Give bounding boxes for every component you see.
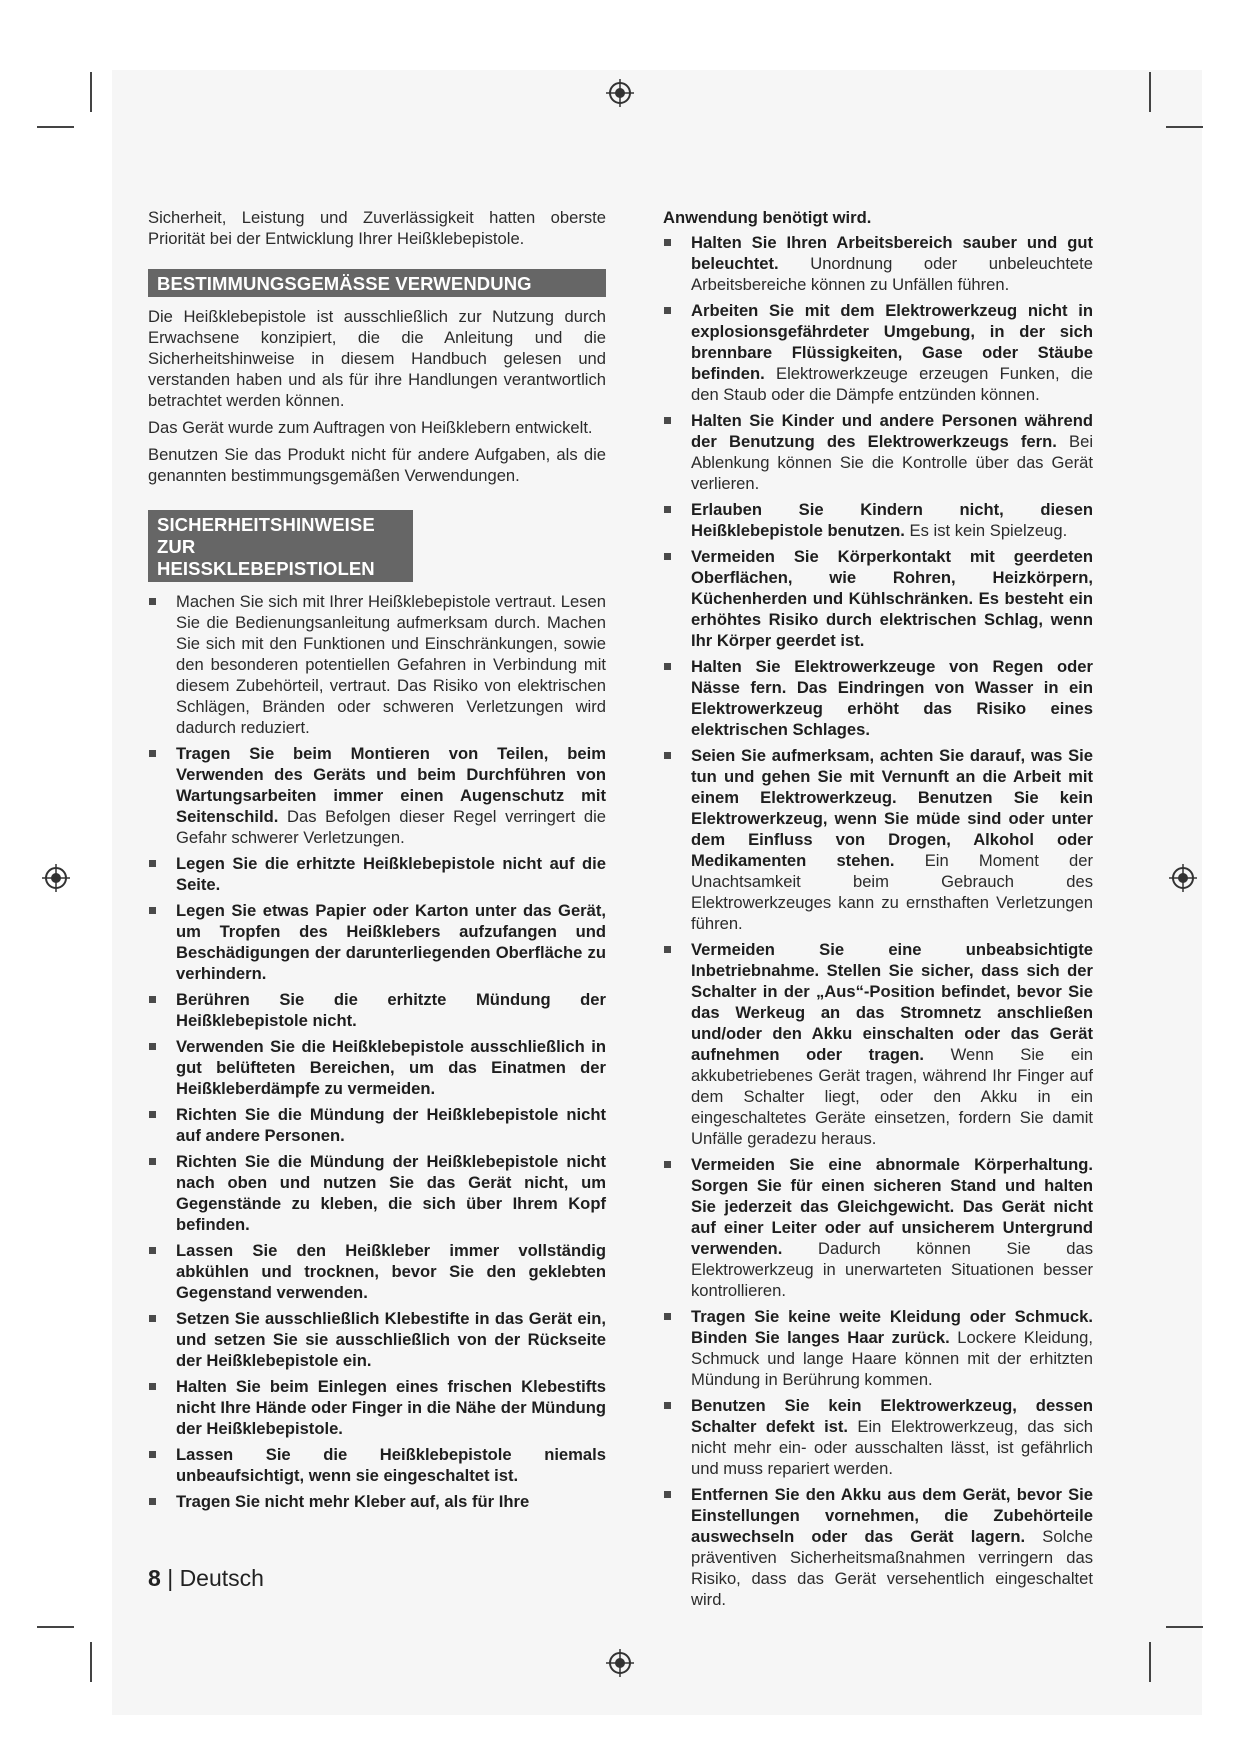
list-item: Halten Sie Kinder und andere Personen während der Benutzung des Elektrowerkzeugs fern. Bei Ablenkung können Sie die Kontrolle über das Gerät verlieren.	[663, 410, 1093, 494]
intended-use-paragraph: Das Gerät wurde zum Auftragen von Heißklebern entwickelt.	[148, 418, 593, 437]
list-item: Lassen Sie die Heißklebepistole niemals unbeaufsichtigt, wenn sie eingeschaltet ist.	[148, 1444, 606, 1486]
list-item: Tragen Sie keine weite Kleidung oder Schmuck. Binden Sie langes Haar zurück. Lockere Kleidung, Schmuck und lange Haare können mit der erhitzten Mündung in Berührung kommen.	[663, 1306, 1093, 1390]
crop-mark-top-left-horizontal	[37, 126, 74, 128]
square-bullet-icon	[664, 1402, 671, 1409]
list-item: Benutzen Sie kein Elektrowerkzeug, dessen Schalter defekt ist. Ein Elektrowerkzeug, das sich nicht mehr ein- oder ausschalten lässt, ist gefährlich und muss repariert werden.	[663, 1395, 1093, 1479]
footer-language: Deutsch	[179, 1565, 264, 1591]
intro-paragraph: Sicherheit, Leistung und Zuverlässigkeit hatten oberste Priorität bei der Entwicklung Ihrer Heißklebepistole.	[148, 208, 606, 248]
crop-mark-bottom-left-horizontal	[37, 1626, 74, 1628]
list-item: Tragen Sie nicht mehr Kleber auf, als für Ihre	[148, 1491, 606, 1512]
list-item: Lassen Sie den Heißkleber immer vollständig abkühlen und trocknen, bevor Sie den geklebten Gegenstand verwenden.	[148, 1240, 606, 1303]
safety-list-right	[663, 232, 1093, 1610]
crop-mark-top-right-vertical	[1149, 72, 1151, 112]
square-bullet-icon	[149, 598, 156, 605]
left-column	[148, 207, 606, 1517]
crop-mark-bottom-right-vertical	[1149, 1642, 1151, 1682]
crop-mark-bottom-right-horizontal	[1166, 1626, 1203, 1628]
square-bullet-icon	[664, 1161, 671, 1168]
crop-mark-top-left-vertical	[90, 72, 92, 112]
square-bullet-icon	[664, 307, 671, 314]
square-bullet-icon	[664, 1313, 671, 1320]
list-item: Machen Sie sich mit Ihrer Heißklebepistole vertraut. Lesen Sie die Bedienungsanleitung aufmerksam durch. Machen Sie sich mit den Funktionen und Einschränkungen, sowie den besonderen potentiellen Gefahren in Verbindung mit diesem Zubehörteil, vertraut. Das Risiko von elektrischen Schlägen, Bränden oder schweren Verletzungen wird dadurch reduziert.	[148, 591, 606, 738]
square-bullet-icon	[149, 750, 156, 757]
list-item: Vermeiden Sie Körperkontakt mit geerdeten Oberflächen, wie Rohren, Heizkörpern, Küchenherden und Kühlschränken. Es besteht ein erhöhtes Risiko durch elektrischen Schlag, wenn Ihr Körper geerdet ist.	[663, 546, 1093, 651]
intended-use-paragraph: Die Heißklebepistole ist ausschließlich zur Nutzung durch Erwachsene konzipiert, die die Anleitung und die Sicherheitshinweise in diesem Handbuch gelesen und verstanden haben und als für ihre Handlungen verantwortlich betrachtet werden können.	[148, 307, 606, 410]
list-item: Erlauben Sie Kindern nicht, diesen Heißklebepistole benutzen. Es ist kein Spielzeug.	[663, 499, 1093, 541]
right-column	[663, 207, 1093, 1615]
square-bullet-icon	[149, 1043, 156, 1050]
registration-mark-bottom	[605, 1648, 635, 1678]
list-item: Verwenden Sie die Heißklebepistole ausschließlich in gut belüfteten Bereichen, um das Einatmen der Heißkleberdämpfe zu vermeiden.	[148, 1036, 606, 1099]
square-bullet-icon	[149, 1111, 156, 1118]
list-item: Setzen Sie ausschließlich Klebestifte in das Gerät ein, und setzen Sie sie ausschließlich von der Rückseite der Heißklebepistole ein.	[148, 1308, 606, 1371]
list-item: Berühren Sie die erhitzte Mündung der Heißklebepistole nicht.	[148, 989, 606, 1031]
list-item: Halten Sie beim Einlegen eines frischen Klebestifts nicht Ihre Hände oder Finger in die Nähe der Mündung der Heißklebepistole.	[148, 1376, 606, 1439]
list-item: Arbeiten Sie mit dem Elektrowerkzeug nicht in explosionsgefährdeter Umgebung, in der sich brennbare Flüssigkeiten, Gase oder Stäube befinden. Elektrowerkzeuge erzeugen Funken, die den Staub oder die Dämpfe entzünden können.	[663, 300, 1093, 405]
square-bullet-icon	[664, 663, 671, 670]
square-bullet-icon	[664, 553, 671, 560]
list-item: Legen Sie etwas Papier oder Karton unter das Gerät, um Tropfen des Heißklebers aufzufangen und Beschädigungen der darunterliegenden Oberfläche zu verhindern.	[148, 900, 606, 984]
registration-mark-left	[41, 863, 71, 893]
footer-separator: |	[167, 1565, 174, 1591]
list-item: Halten Sie Ihren Arbeitsbereich sauber und gut beleuchtet. Unordnung oder unbeleuchtete Arbeitsbereiche können zu Unfällen führen.	[663, 232, 1093, 295]
square-bullet-icon	[664, 1491, 671, 1498]
safety-list-left	[148, 591, 606, 1512]
square-bullet-icon	[149, 996, 156, 1003]
square-bullet-icon	[664, 417, 671, 424]
square-bullet-icon	[149, 907, 156, 914]
crop-mark-top-right-horizontal	[1166, 126, 1203, 128]
continuation-text: Anwendung benötigt wird.	[663, 208, 872, 227]
square-bullet-icon	[149, 1315, 156, 1322]
page-number: 8	[148, 1565, 161, 1591]
square-bullet-icon	[149, 860, 156, 867]
list-item: Vermeiden Sie eine abnormale Körperhaltung. Sorgen Sie für einen sicheren Stand und halten Sie jederzeit das Gleichgewicht. Das Gerät nicht auf einer Leiter oder auf unsicherem Untergrund verwenden. Dadurch können Sie das Elektrowerkzeug in unerwarteten Situationen besser kontrollieren.	[663, 1154, 1093, 1301]
list-item: Richten Sie die Mündung der Heißklebepistole nicht nach oben und nutzen Sie das Gerät nicht, um Gegenstände zu kleben, die sich über Ihrem Kopf befinden.	[148, 1151, 606, 1235]
crop-mark-bottom-left-vertical	[90, 1642, 92, 1682]
list-item: Vermeiden Sie eine unbeabsichtigte Inbetriebnahme. Stellen Sie sicher, dass sich der Schalter in der „Aus“-Position befindet, bevor Sie das Werkeug an das Stromnetz anschließen und/oder den Akku einschalten oder das Gerät aufnehmen oder tragen. Wenn Sie ein akkubetriebenes Gerät tragen, während Ihr Finger auf dem Schalter liegt, oder den Akku in ein eingeschaltetes Geräte einsetzen, fordern Sie damit Unfälle geradezu heraus.	[663, 939, 1093, 1149]
section-heading-intended-use: BESTIMMUNGSGEMÄSSE VERWENDUNG	[148, 269, 606, 297]
section-heading-safety: SICHERHEITSHINWEISE ZUR HEISSKLEBEPISTIOLEN	[148, 510, 413, 582]
list-item: Halten Sie Elektrowerkzeuge von Regen oder Nässe fern. Das Eindringen von Wasser in ein Elektrowerkzeug erhöht das Risiko eines elektrischen Schlages.	[663, 656, 1093, 740]
square-bullet-icon	[149, 1158, 156, 1165]
list-item: Legen Sie die erhitzte Heißklebepistole nicht auf die Seite.	[148, 853, 606, 895]
square-bullet-icon	[664, 506, 671, 513]
square-bullet-icon	[149, 1247, 156, 1254]
page-footer	[148, 1565, 264, 1592]
square-bullet-icon	[149, 1498, 156, 1505]
square-bullet-icon	[664, 752, 671, 759]
registration-mark-top	[605, 78, 635, 108]
list-item: Tragen Sie beim Montieren von Teilen, beim Verwenden des Geräts und beim Durchführen von Wartungsarbeiten immer einen Augenschutz mit Seitenschild. Das Befolgen dieser Regel verringert die Gefahr schwerer Verletzungen.	[148, 743, 606, 848]
square-bullet-icon	[664, 946, 671, 953]
square-bullet-icon	[149, 1451, 156, 1458]
intended-use-paragraph: Benutzen Sie das Produkt nicht für andere Aufgaben, als die genannten bestimmungsgemäßen Verwendungen.	[148, 445, 606, 485]
list-item: Entfernen Sie den Akku aus dem Gerät, bevor Sie Einstellungen vornehmen, die Zubehörteile auswechseln oder das Gerät lagern. Solche präventiven Sicherheitsmaßnahmen verringern das Risiko, dass das Gerät versehentlich eingeschaltet wird.	[663, 1484, 1093, 1610]
list-item: Richten Sie die Mündung der Heißklebepistole nicht auf andere Personen.	[148, 1104, 606, 1146]
list-item: Seien Sie aufmerksam, achten Sie darauf, was Sie tun und gehen Sie mit Vernunft an die Arbeit mit einem Elektrowerkzeug. Benutzen Sie kein Elektrowerkzeug, wenn Sie müde sind oder unter dem Einfluss von Drogen, Alkohol oder Medikamenten stehen. Ein Moment der Unachtsamkeit beim Gebrauch des Elektrowerkzeuges kann zu ernsthaften Verletzungen führen.	[663, 745, 1093, 934]
square-bullet-icon	[149, 1383, 156, 1390]
registration-mark-right	[1168, 863, 1198, 893]
square-bullet-icon	[664, 239, 671, 246]
